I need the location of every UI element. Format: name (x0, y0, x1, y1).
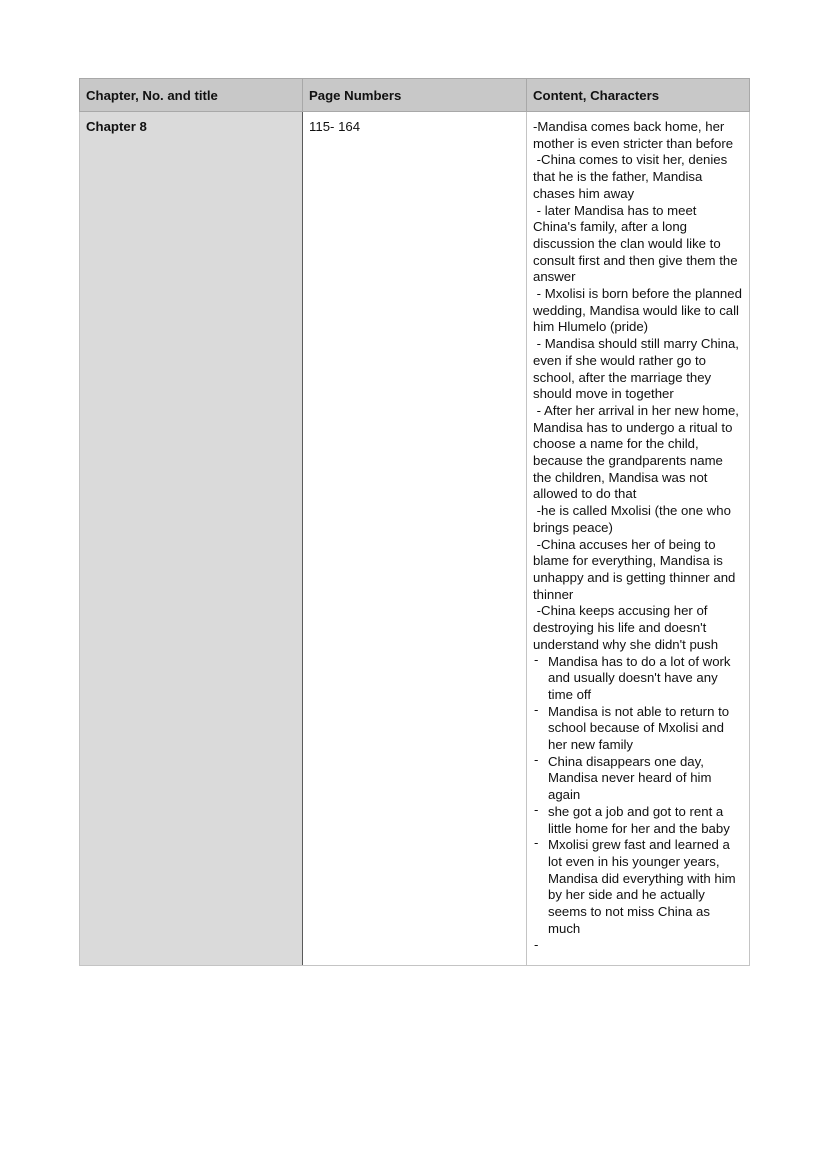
header-chapter: Chapter, No. and title (80, 79, 303, 112)
list-item: - China disappears one day, Mandisa never heard of him again (533, 754, 743, 804)
table-row (80, 112, 750, 966)
content-paragraph: - Mandisa should still marry China, even if she would rather go to school, after the marriage they should move in together (533, 336, 739, 402)
content-paragraph: - After her arrival in her new home, Mandisa has to undergo a ritual to choose a name for the child, because the grandparents name the children, Mandisa was not allowed to do that (533, 402, 739, 502)
cell-content (527, 112, 750, 966)
list-item: - Mandisa is not able to return to school because of Mxolisi and her new family (533, 704, 743, 754)
list-item: - Mandisa has to do a lot of work and usually doesn't have any time off (533, 654, 743, 704)
content-bullet-list (533, 654, 743, 938)
content-paragraph: -China keeps accusing her of destroying his life and doesn't understand why she didn't push (533, 603, 719, 652)
content-paragraph: -China comes to visit her, denies that he is the father, Mandisa chases him away (533, 152, 728, 201)
cell-page-numbers: 115- 164 (303, 112, 527, 966)
cell-chapter: Chapter 8 (80, 112, 303, 966)
content-paragraph: -China accuses her of being to blame for everything, Mandisa is unhappy and is getting thinner and thinner (533, 536, 736, 602)
content-paragraph: - Mxolisi is born before the planned wedding, Mandisa would like to call him Hlumelo (pride) (533, 286, 742, 335)
content-paragraph: - later Mandisa has to meet China's family, after a long discussion the clan would like to consult first and then give them the answer (533, 202, 738, 285)
content-paragraph: -Mandisa comes back home, her mother is even stricter than before (533, 119, 734, 151)
header-page-numbers: Page Numbers (303, 79, 527, 112)
content-paragraph: -he is called Mxolisi (the one who brings peace) (533, 503, 731, 535)
chapter-table (79, 78, 750, 966)
empty-bullet (533, 937, 743, 957)
header-content: Content, Characters (527, 79, 750, 112)
table-header-row (80, 79, 750, 112)
list-item: - Mxolisi grew fast and learned a lot even in his younger years, Mandisa did everything with him by her side and he actually seems to not miss China as much (533, 837, 743, 937)
list-item: - she got a job and got to rent a little home for her and the baby (533, 804, 743, 837)
